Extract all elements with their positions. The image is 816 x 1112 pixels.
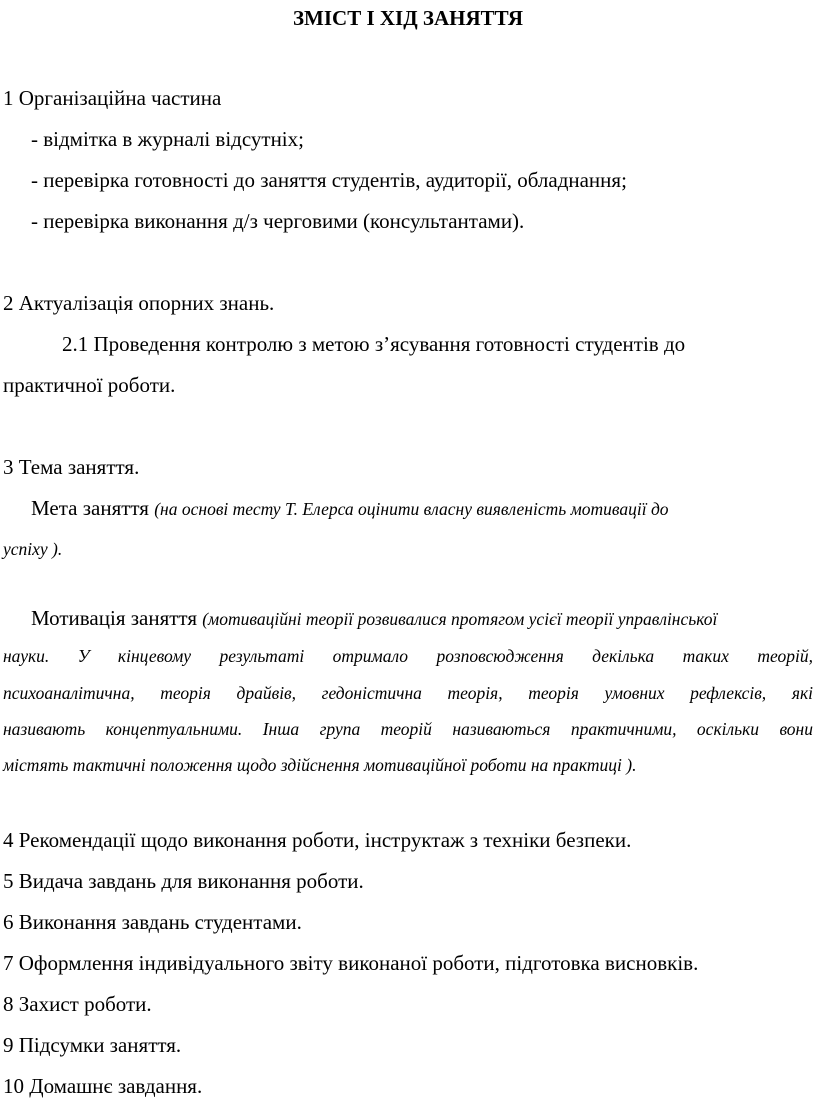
section-1-item: - перевірка виконання д/з черговими (консультантами).: [31, 209, 525, 233]
section-8: 8 Захист роботи.: [3, 992, 152, 1016]
section-2-heading: 2 Актуалізація опорних знань.: [3, 291, 275, 315]
motivation-text-line: науки. У кінцевому результаті отримало розповсюдження декілька таких теорій,: [3, 646, 813, 666]
motivation-text-line: містять тактичні положення щодо здійснення мотиваційної роботи на практиці ).: [3, 755, 637, 775]
section-9: 9 Підсумки заняття.: [3, 1033, 182, 1057]
section-5: 5 Видача завдань для виконання роботи.: [3, 869, 364, 893]
section-4: 4 Рекомендації щодо виконання роботи, інструктаж з техніки безпеки.: [3, 828, 632, 852]
document-title: ЗМІСТ І ХІД ЗАНЯТТЯ: [292, 6, 524, 30]
section-6: 6 Виконання завдань студентами.: [3, 910, 302, 934]
goal-note-continued: успіху ).: [3, 539, 63, 559]
section-10: 10 Домашнє завдання.: [3, 1074, 203, 1098]
goal-note: (на основі тесту Т. Елерса оцінити власну виявленість мотивації до: [154, 499, 669, 519]
section-3-heading: 3 Тема заняття.: [3, 455, 140, 479]
section-2-subitem-continued: практичної роботи.: [3, 373, 176, 397]
goal-label: Мета заняття: [31, 496, 149, 520]
motivation-text-line: називають концептуальними. Інша група теорій називаються практичними, оскільки вони: [3, 719, 813, 739]
motivation-text-line: психоаналітична, теорія драйвів, гедоністична теорія, теорія умовних рефлексів, які: [3, 683, 813, 703]
motivation-line: [31, 606, 717, 631]
motivation-text: (мотиваційні теорії розвивалися протягом усієї теорії управлінської: [202, 609, 718, 629]
section-2-subitem: 2.1 Проведення контролю з метою з’ясування готовності студентів до: [62, 332, 686, 356]
motivation-label: Мотивація заняття: [31, 606, 197, 630]
section-1-heading: 1 Організаційна частина: [3, 86, 222, 110]
goal-line: [31, 496, 669, 521]
section-1-item: - відмітка в журналі відсутніх;: [31, 127, 304, 151]
section-7: 7 Оформлення індивідуального звіту виконаної роботи, підготовка висновків.: [3, 951, 699, 975]
section-1-item: - перевірка готовності до заняття студентів, аудиторії, обладнання;: [31, 168, 627, 192]
